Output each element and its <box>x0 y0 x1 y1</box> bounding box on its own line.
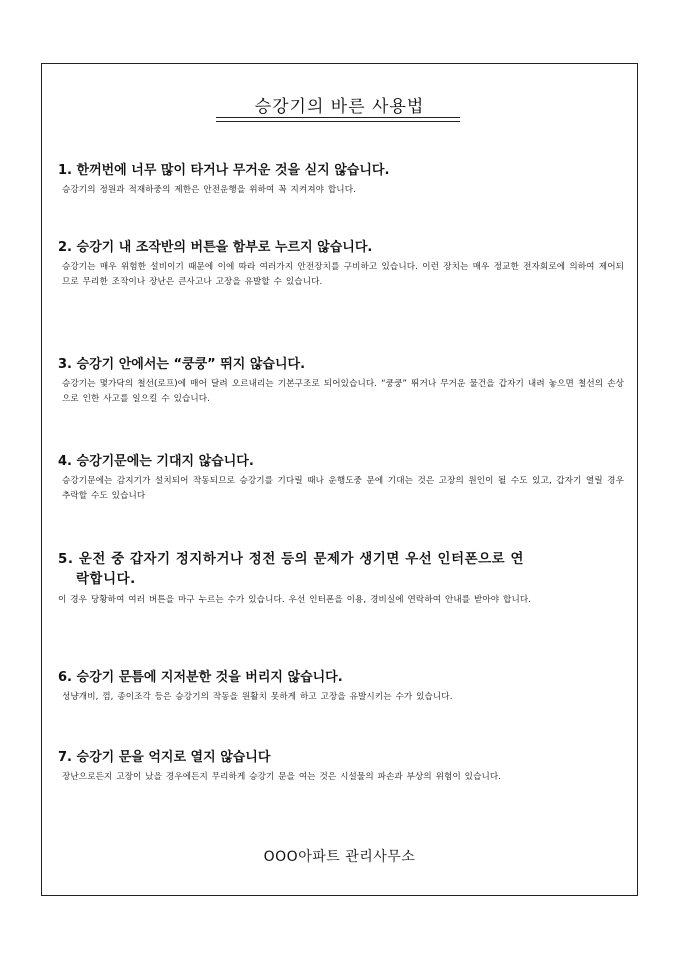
title-underline-top <box>216 117 460 118</box>
document-title: 승강기의 바른 사용법 <box>254 97 425 117</box>
section-heading: 6. 승강기 문틈에 지저분한 것을 버리지 않습니다. <box>58 670 343 685</box>
section-heading: 7. 승강기 문을 억지로 열지 않습니다 <box>58 750 271 765</box>
section-heading: 4. 승강기문에는 기대지 않습니다. <box>58 454 254 469</box>
section-body: 승강기는 몇가닥의 철선(로프)에 매어 달려 오르내리는 기본구조로 되어있습니다. “쿵쿵” 뛰거나 무거운 물건을 갑자기 내려 놓으면 철선의 손상으로 인한 사고를 일으킬 수 있습니다. <box>62 379 624 404</box>
section-heading-line-2: 락합니다. <box>76 572 136 587</box>
rule-section-4 <box>58 453 624 504</box>
section-body: 승강기의 정원과 적재하중의 제한은 안전운행을 위하여 꼭 지켜져야 합니다. <box>62 185 356 195</box>
section-body: 성냥개비, 껌, 종이조각 등은 승강기의 작동을 원활치 못하게 하고 고장을 유발시키는 수가 있습니다. <box>62 692 453 702</box>
section-body: 승강기문에는 감지기가 설치되어 작동되므로 승강기를 기다릴 때나 운행도중 문에 기대는 것은 고장의 원인이 될 수도 있고, 갑자기 열릴 경우 추락할 수도 있습니다 <box>62 476 624 501</box>
section-body: 승강기는 매우 위험한 설비이기 때문에 이에 따라 여러가지 안전장치를 구비하고 있습니다. 이런 장치는 매우 정교한 전자회로에 의하여 제어되므로 무리한 조작이나 장난은 큰사고나 고장을 유발할 수 있습니다. <box>62 262 624 287</box>
issuer-signature: OOO아파트 관리사무소 <box>263 849 416 865</box>
rule-section-6 <box>58 669 624 705</box>
notice-frame <box>41 63 638 896</box>
rule-section-2 <box>58 239 624 290</box>
section-heading: 1. 한꺼번에 너무 많이 타거나 무거운 것을 싣지 않습니다. <box>58 163 390 178</box>
section-heading-line-1: 5. 운전 중 갑자기 정지하거나 정전 등의 문제가 생기면 우선 인터폰으로 연 <box>58 552 525 567</box>
rule-section-5 <box>58 550 624 608</box>
rule-section-1 <box>58 162 624 198</box>
section-heading: 3. 승강기 안에서는 “쿵쿵” 뛰지 않습니다. <box>58 357 306 372</box>
section-heading: 2. 승강기 내 조작반의 버튼을 함부로 누르지 않습니다. <box>58 240 373 255</box>
section-body: 장난으로든지 고장이 났을 경우에든지 무리하게 승강기 문을 여는 것은 시설물의 파손과 부상의 위험이 있습니다. <box>62 772 502 782</box>
rule-section-7 <box>58 749 624 785</box>
section-body: 이 경우 당황하여 여러 버튼을 마구 누르는 수가 있습니다. 우선 인터폰을 이용, 경비실에 연락하여 안내를 받아야 합니다. <box>58 595 532 605</box>
title-underline-bottom <box>216 121 460 122</box>
rule-section-3 <box>58 356 624 407</box>
section-heading <box>58 550 624 590</box>
